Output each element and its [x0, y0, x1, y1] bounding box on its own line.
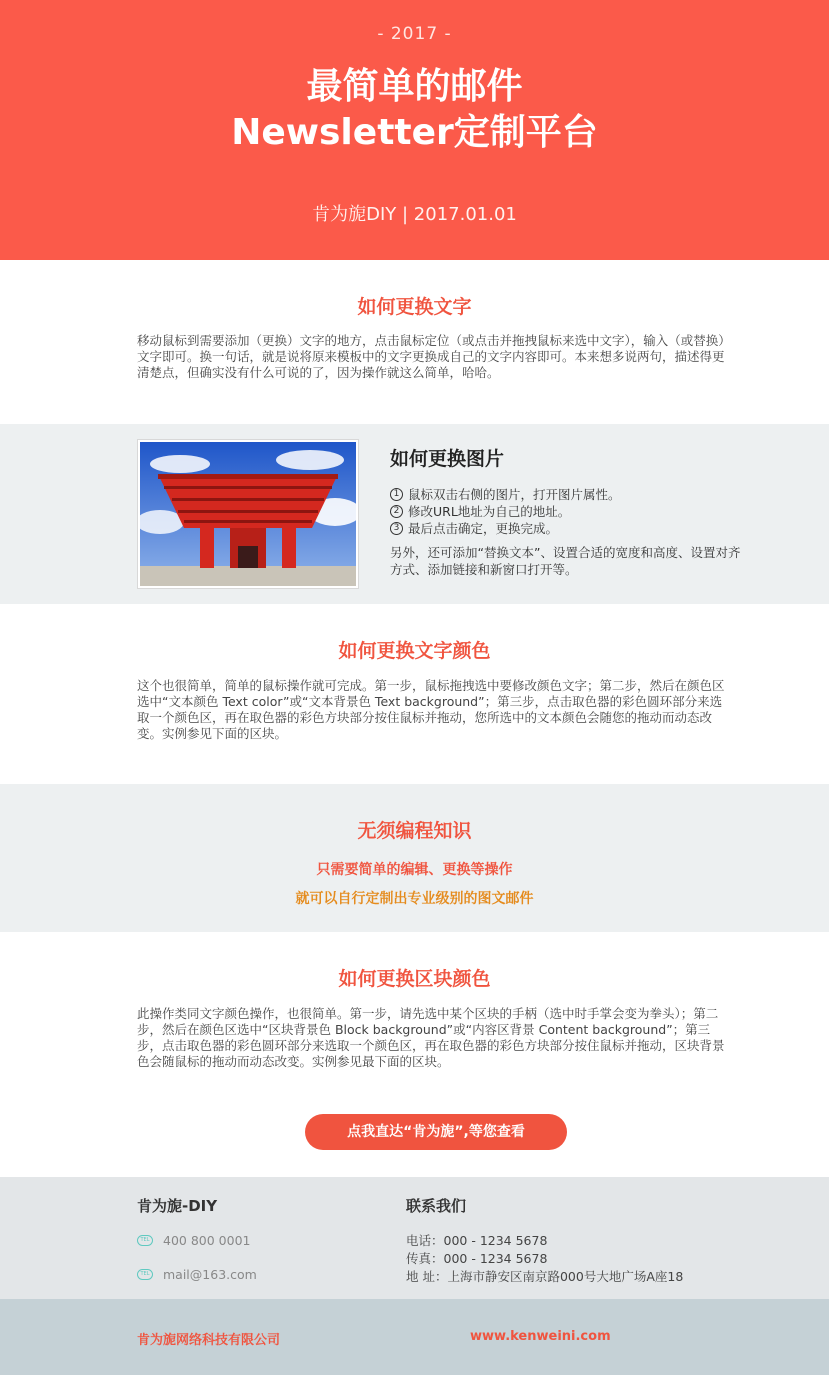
contact-brand: 肯为旎-DIY — [137, 1197, 218, 1215]
footer — [0, 1299, 829, 1375]
step-number: 1 — [390, 488, 403, 501]
pavilion-illustration — [140, 442, 356, 586]
step-text: 鼠标双击右侧的图片，打开图片属性。 — [408, 487, 621, 502]
contact-tel: 电话：000 - 1234 5678 — [406, 1233, 548, 1248]
section-body: 此操作类同文字颜色操作，也很简单。第一步，请先选中某个区块的手柄（选中时手掌会变为拳头）；第二步，然后在颜色区选中“区块背景色 Block background”或“内容区背景 Content background”；第三步，点击取色器的彩色圆环部分来选取一个颜色区，再在取色器的彩色方块部分按住鼠标并拖动，区块背景色会随鼠标的拖动而动态改变。实例参见最下面的区块。 — [137, 1006, 725, 1069]
section-no-code — [0, 784, 829, 932]
section-change-text — [0, 260, 829, 424]
contact-phone — [137, 1233, 250, 1248]
section-title: 如何更换文字 — [357, 296, 472, 318]
section-title: 如何更换区块颜色 — [338, 968, 491, 990]
pavilion-image[interactable] — [137, 439, 359, 589]
list-item — [390, 520, 750, 537]
footer-url-link[interactable]: www.kenweini.com — [470, 1329, 611, 1344]
hero-title — [0, 64, 829, 156]
hero-year: - 2017 - — [377, 24, 452, 44]
step-number: 2 — [390, 505, 403, 518]
step-text: 修改URL地址为自己的地址。 — [408, 504, 571, 519]
contact-heading: 联系我们 — [406, 1197, 467, 1215]
hero-title-line1: 最简单的邮件 — [306, 66, 523, 107]
image-section-title: 如何更换图片 — [390, 448, 505, 470]
image-extra-note: 另外，还可添加“替换文本”、设置合适的宽度和高度、设置对齐方式、添加链接和新窗口打开等。 — [390, 545, 741, 577]
phone-number: 400 800 0001 — [163, 1233, 251, 1248]
section-change-block-color — [0, 932, 829, 1177]
hero-title-line2: Newsletter定制平台 — [231, 112, 598, 153]
hero-byline: 肯为旎DIY | 2017.01.01 — [312, 204, 517, 225]
no-code-line1: 只需要简单的编辑、更换等操作 — [316, 862, 513, 878]
mail-address[interactable]: mail@163.com — [163, 1267, 257, 1282]
no-code-line2: 就可以自行定制出专业级别的图文邮件 — [295, 891, 534, 907]
list-item — [390, 486, 750, 503]
contact-fax: 传真：000 - 1234 5678 — [406, 1251, 548, 1266]
mail-icon: TEL — [137, 1269, 153, 1280]
section-title: 无须编程知识 — [357, 820, 472, 842]
footer-company: 肯为旎网络科技有限公司 — [137, 1333, 281, 1348]
section-body: 这个也很简单，简单的鼠标操作就可完成。第一步，鼠标拖拽选中要修改颜色文字；第二步，然后在颜色区选中“文本颜色 Text color”或“文本背景色 Text background”；第三步，点击取色器的彩色圆环部分来选取一个颜色区，再在取色器的彩色方块部分按住鼠标并拖动，您所选中的文本颜色会随您的拖动而动态改变。实例参见下面的区块。 — [137, 678, 725, 741]
phone-icon: TEL — [137, 1235, 153, 1246]
hero-banner — [0, 0, 829, 260]
cta-button[interactable]: 点我直达“肯为旎”,等您查看 — [305, 1114, 567, 1150]
list-item — [390, 503, 750, 520]
step-text: 最后点击确定，更换完成。 — [408, 521, 559, 536]
section-title: 如何更换文字颜色 — [338, 640, 491, 662]
section-body: 移动鼠标到需要添加（更换）文字的地方，点击鼠标定位（或点击并拖拽鼠标来选中文字），输入（或替换）文字即可。换一句话，就是说将原来模板中的文字更换成自己的文字内容即可。本来想多说两句，描述得更清楚点，但确实没有什么可说的了，因为操作就这么简单，哈哈。 — [137, 333, 725, 380]
section-change-text-color — [0, 604, 829, 784]
step-number: 3 — [390, 522, 403, 535]
section-change-image — [0, 424, 829, 604]
image-steps-list — [390, 486, 750, 537]
contact-section — [0, 1177, 829, 1299]
contact-mail — [137, 1267, 257, 1282]
contact-address: 地 址：上海市静安区南京路000号大地广场A座18 — [406, 1269, 684, 1284]
